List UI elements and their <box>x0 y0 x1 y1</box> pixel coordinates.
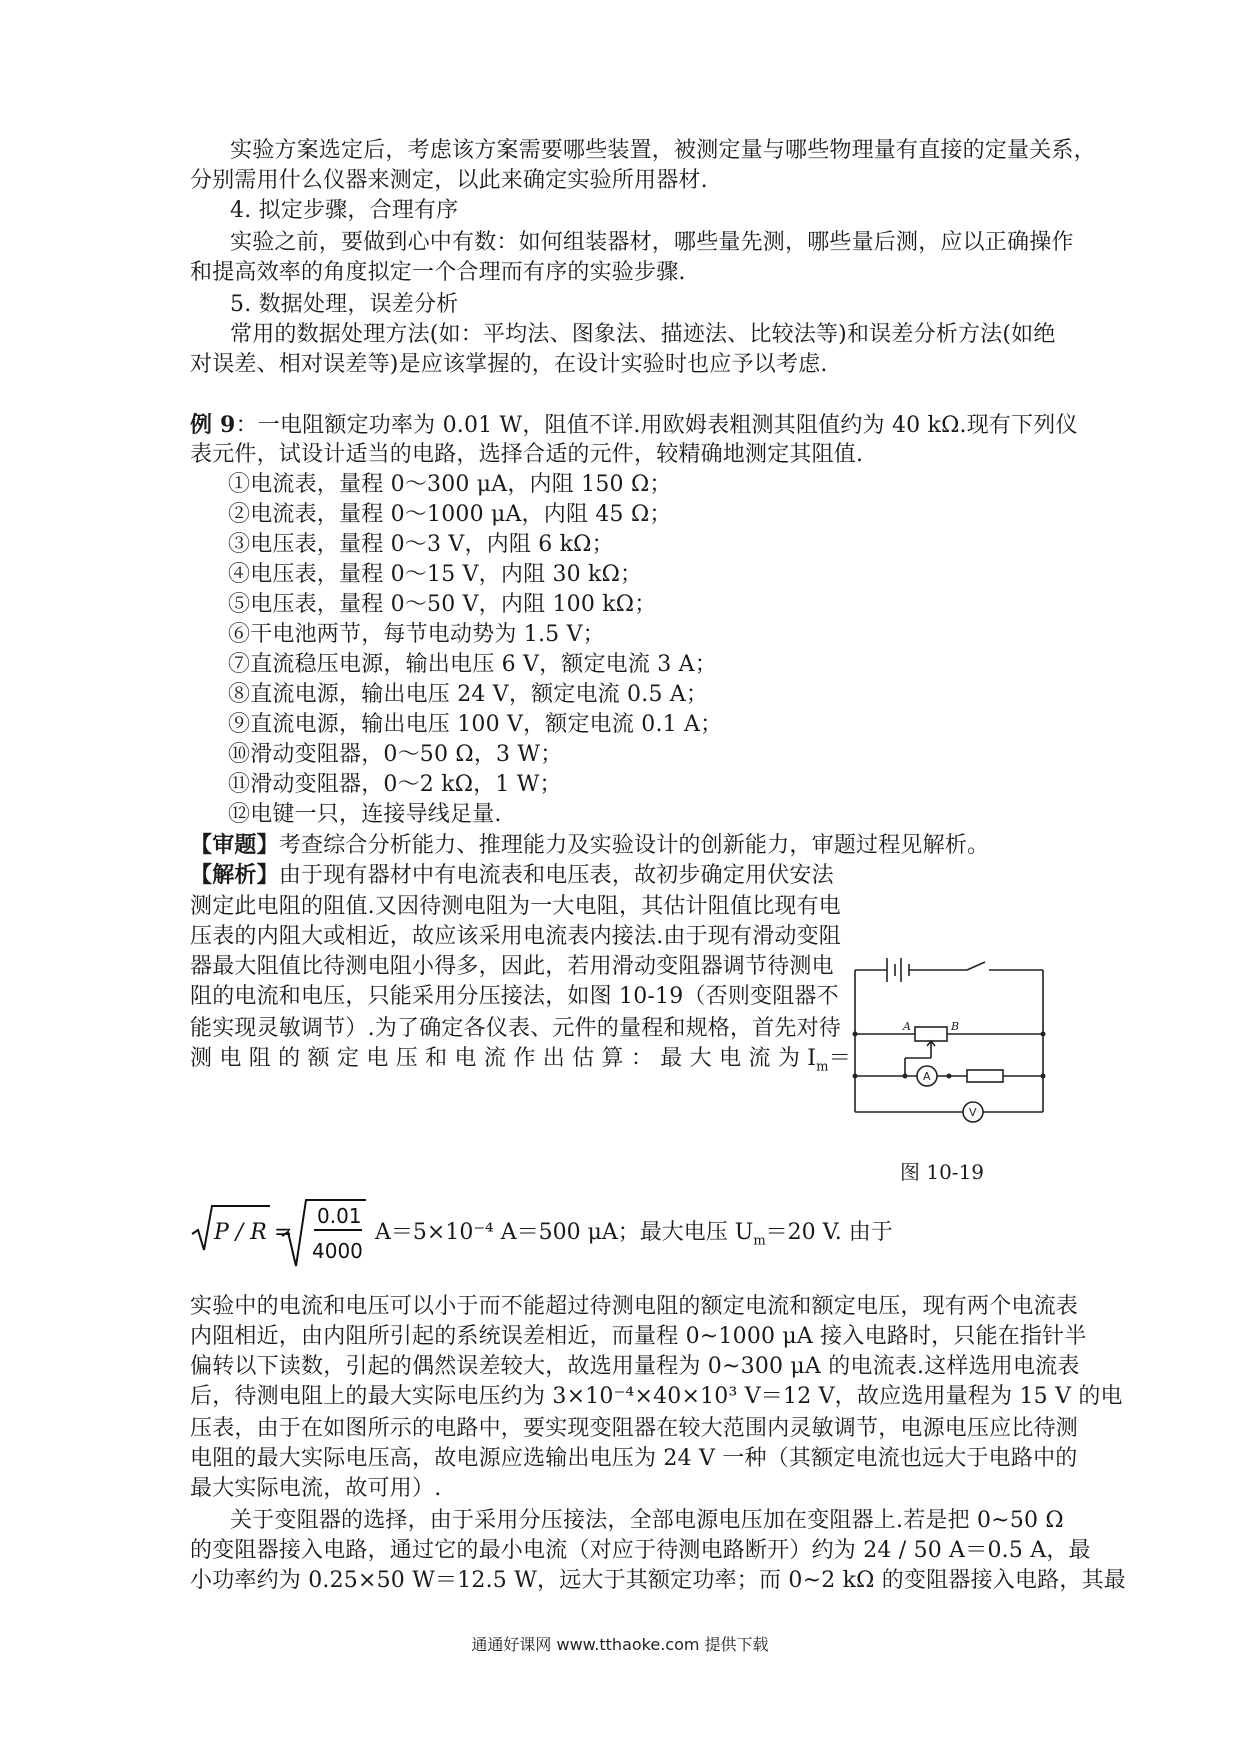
formula-text: ＝20 V. 由于 <box>765 1220 893 1245</box>
formula-denominator: 4000 <box>312 1239 363 1263</box>
equipment-item: ①电流表，量程 0～300 μA，内阻 150 Ω； <box>228 472 672 497</box>
analysis-line: 内阻相近，由内阻所引起的系统误差相近，而量程 0~1000 μA 接入电路时，只能在指针半 <box>190 1324 1087 1349</box>
analysis-text: ＝ <box>828 1046 851 1071</box>
analysis-line <box>190 860 834 891</box>
equipment-item: ⑧直流电源，输出电压 24 V，额定电流 0.5 A； <box>228 682 709 707</box>
equipment-item: ⑨直流电源，输出电压 100 V，额定电流 0.1 A； <box>228 712 723 737</box>
analysis-line: 能实现灵敏调节）.为了确定各仪表、元件的量程和规格，首先对待 <box>190 1016 841 1041</box>
resistor <box>967 1070 1003 1082</box>
equipment-item: ⑦直流稳压电源，输出电压 6 V，额定电流 3 A； <box>228 652 717 677</box>
analysis-label: 【解析】 <box>190 862 279 888</box>
analysis-line: 压表，由于在如图所示的电路中，要实现变阻器在较大范围内灵敏调节，电源电压应比待测 <box>190 1416 1079 1441</box>
subscript: m <box>816 1059 829 1075</box>
paragraph-line: 实验之前，要做到心中有数：如何组装器材，哪些量先测，哪些量后测，应以正确操作 <box>230 230 1074 255</box>
analysis-line: 电阻的最大实际电压高，故电源应选输出电压为 24 V 一种（其额定电流也远大于电路中的 <box>190 1446 1078 1471</box>
subscript: m <box>753 1233 766 1249</box>
equipment-item: ④电压表，量程 0～15 V，内阻 30 kΩ； <box>228 562 643 587</box>
review-text: 考查综合分析能力、推理能力及实验设计的创新能力，审题过程见解析。 <box>278 833 990 858</box>
review-label: 【审题】 <box>190 832 279 858</box>
section-heading: 4. 拟定步骤，合理有序 <box>230 198 459 223</box>
example-intro <box>190 410 1078 441</box>
analysis-line: 后，待测电阻上的最大实际电压约为 3×10⁻⁴×40×10³ V＝12 V，故应选用量程为 15 V 的电 <box>190 1384 1123 1409</box>
equipment-item: ⑩滑动变阻器，0～50 Ω，3 W； <box>228 742 563 767</box>
section-heading: 5. 数据处理，误差分析 <box>230 292 459 317</box>
label-b: B <box>951 1020 960 1033</box>
analysis-text: 由于现有器材中有电流表和电压表，故初步确定用伏安法 <box>278 863 834 888</box>
paragraph-line: 分别需用什么仪器来测定，以此来确定实验所用器材. <box>190 168 708 193</box>
formula-result <box>375 1218 893 1256</box>
analysis-text: 测 电 阻 的 额 定 电 压 和 电 流 作 出 估 算 ： 最 大 电 流 为 I <box>190 1046 817 1071</box>
equipment-item: ⑥干电池两节，每节电动势为 1.5 V； <box>228 622 605 647</box>
equipment-item: ②电流表，量程 0～1000 μA，内阻 45 Ω； <box>228 502 672 527</box>
analysis-line: 测定此电阻的阻值.又因待测电阻为一大电阻，其估计阻值比现有电 <box>190 894 841 919</box>
analysis-line: 关于变阻器的选择，由于采用分压接法，全部电源电压加在变阻器上.若是把 0~50 Ω <box>230 1508 1064 1533</box>
equipment-item: ⑪滑动变阻器，0～2 kΩ，1 W； <box>228 772 562 797</box>
formula-numerator: 0.01 <box>317 1204 362 1228</box>
switch <box>967 962 985 970</box>
rheostat <box>915 1027 947 1041</box>
page-footer: 通通好课网 www.tthaoke.com 提供下载 <box>471 1635 769 1654</box>
equipment-item: ⑤电压表，量程 0～50 V，内阻 100 kΩ； <box>228 592 657 617</box>
analysis-line: 的变阻器接入电路，通过它的最小电流（对应于待测电路断开）约为 24 / 50 A＝0.5 A，最 <box>190 1538 1091 1563</box>
analysis-line: 偏转以下读数，引起的偶然误差较大，故选用量程为 0~300 μA 的电流表.这样选用电流表 <box>190 1354 1080 1379</box>
analysis-line: 阻的电流和电压，只能采用分压接法，如图 10-19（否则变阻器不 <box>190 984 839 1009</box>
paragraph-line: 实验方案选定后，考虑该方案需要哪些装置，被测定量与哪些物理量有直接的定量关系， <box>230 138 1096 163</box>
voltmeter-label: V <box>969 1106 977 1119</box>
equipment-item: ⑫电键一只，连接导线足量. <box>228 802 502 827</box>
analysis-line: 器最大阻值比待测电阻小得多，因此，若用滑动变阻器调节待测电 <box>190 954 834 979</box>
analysis-line: 实验中的电流和电压可以小于而不能超过待测电阻的额定电流和额定电压，现有两个电流表 <box>190 1294 1079 1319</box>
example-label: 例 9 <box>190 412 236 438</box>
ammeter-label: A <box>923 1070 931 1083</box>
analysis-line: 压表的内阻大或相近，故应该采用电流表内接法.由于现有滑动变阻 <box>190 924 841 949</box>
example-text: ：一电阻额定功率为 0.01 W，阻值不详.用欧姆表粗测其阻值约为 40 kΩ.现有下列仪 <box>235 413 1078 438</box>
svg-text:=: = <box>274 1220 293 1245</box>
example-text: 表元件，试设计适当的电路，选择合适的元件，较精确地测定其阻值. <box>190 442 864 467</box>
formula-text: A＝5×10⁻⁴ A＝500 μA；最大电压 U <box>375 1220 754 1245</box>
formula-lhs: P / R <box>214 1220 267 1245</box>
label-a: A <box>903 1020 911 1033</box>
paragraph-line: 和提高效率的角度拟定一个合理而有序的实验步骤. <box>190 260 686 285</box>
analysis-line: 小功率约为 0.25×50 W＝12.5 W，远大于其额定功率；而 0~2 kΩ 的变阻器接入电路，其最 <box>190 1568 1126 1593</box>
figure-caption: 图 10-19 <box>900 1160 985 1184</box>
equipment-item: ③电压表，量程 0～3 V，内阻 6 kΩ； <box>228 532 614 557</box>
paragraph-line: 常用的数据处理方法(如：平均法、图象法、描迹法、比较法等)和误差分析方法(如绝 <box>230 322 1056 347</box>
analysis-line <box>190 1044 851 1082</box>
paragraph-line: 对误差、相对误差等)是应该掌握的，在设计实验时也应予以考虑. <box>190 352 828 377</box>
analysis-line: 最大实际电流，故可用）. <box>190 1476 442 1501</box>
review-paragraph <box>190 830 1070 861</box>
circuit-diagram <box>845 950 1055 1125</box>
